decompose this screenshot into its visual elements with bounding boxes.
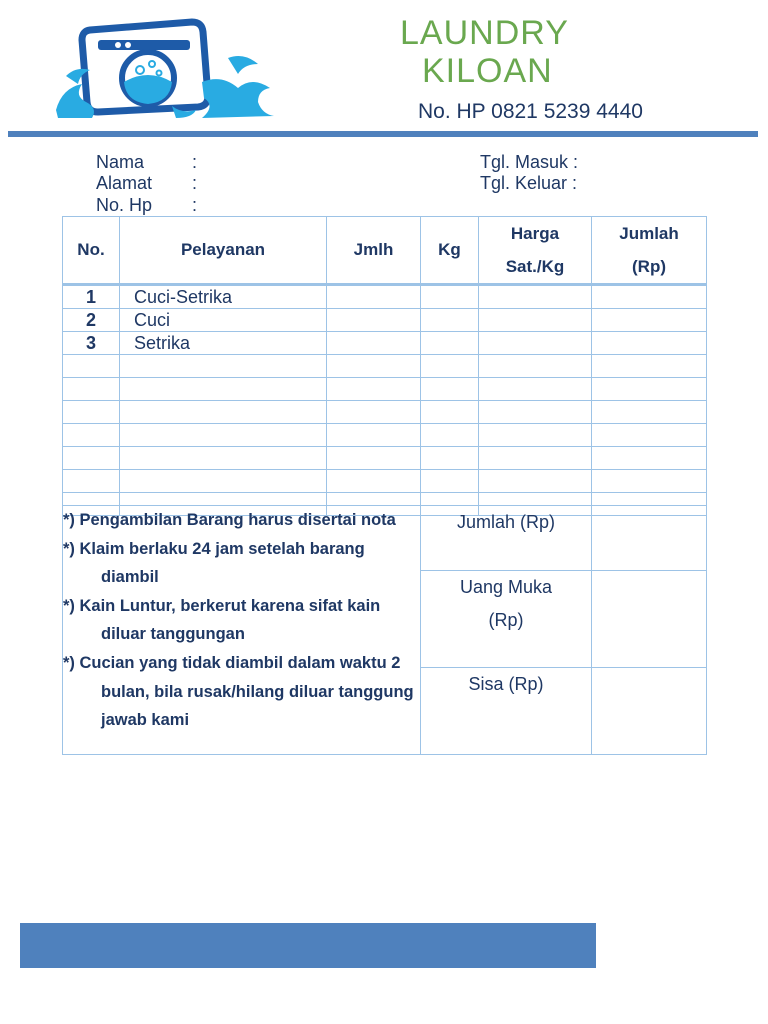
empty-cell — [63, 401, 120, 424]
header-total — [592, 217, 707, 285]
table-header-row — [63, 217, 707, 285]
washing-machine-logo-icon — [52, 18, 278, 120]
empty-cell[interactable] — [120, 355, 327, 378]
business-title-line2: KILOAN — [422, 52, 553, 90]
table-row — [63, 332, 707, 355]
table-row — [63, 285, 707, 309]
header-no: No. — [63, 217, 120, 285]
header-kg: Kg — [421, 217, 479, 285]
deposit-label-line1: Uang Muka — [459, 577, 553, 597]
row-kg-cell[interactable] — [421, 309, 479, 332]
summary-row-total — [63, 506, 707, 571]
empty-cell[interactable] — [592, 401, 707, 424]
header-divider-bar — [8, 131, 758, 137]
empty-cell[interactable] — [421, 355, 479, 378]
note-item: *) Kain Luntur, berkerut karena sifat kain diluar tanggungan — [63, 596, 381, 644]
empty-cell — [63, 424, 120, 447]
header-price-line1: Harga — [510, 224, 560, 243]
date-out-label: Tgl. Keluar : — [480, 173, 578, 193]
table-row-empty — [63, 447, 707, 470]
empty-cell — [63, 355, 120, 378]
service-table — [62, 216, 707, 516]
empty-cell[interactable] — [592, 378, 707, 401]
header-price-line2: Sat./Kg — [505, 257, 565, 276]
deposit-value-cell[interactable] — [592, 571, 707, 668]
note-item: *) Klaim berlaku 24 jam setelah barang diambil — [63, 539, 365, 587]
deposit-label-line2: (Rp) — [488, 610, 524, 630]
empty-cell[interactable] — [592, 447, 707, 470]
name-label: Nama — [96, 152, 145, 172]
summary-table — [62, 505, 707, 755]
row-price-cell[interactable] — [479, 332, 592, 355]
empty-cell[interactable] — [421, 424, 479, 447]
empty-cell[interactable] — [592, 424, 707, 447]
balance-label: Sisa (Rp) — [421, 668, 592, 755]
business-phone: No. HP 0821 5239 4440 — [418, 100, 643, 123]
empty-cell[interactable] — [479, 470, 592, 493]
empty-cell[interactable] — [327, 447, 421, 470]
empty-cell[interactable] — [327, 355, 421, 378]
name-colon: : — [192, 152, 198, 172]
empty-cell[interactable] — [120, 401, 327, 424]
balance-value-cell[interactable] — [592, 668, 707, 755]
empty-cell[interactable] — [592, 470, 707, 493]
header-total-line2: (Rp) — [632, 257, 666, 276]
empty-cell[interactable] — [479, 355, 592, 378]
address-label: Alamat — [96, 173, 153, 193]
empty-cell — [63, 470, 120, 493]
row-total-cell[interactable] — [592, 332, 707, 355]
note-item: *) Cucian yang tidak diambil dalam waktu 2 bulan, bila rusak/hilang diluar tanggung jawab kami — [63, 653, 414, 730]
row-no: 2 — [63, 309, 120, 332]
row-price-cell[interactable] — [479, 309, 592, 332]
row-qty-cell[interactable] — [327, 309, 421, 332]
row-kg-cell[interactable] — [421, 332, 479, 355]
table-row-empty — [63, 470, 707, 493]
empty-cell[interactable] — [479, 424, 592, 447]
phone-label: No. Hp — [96, 195, 153, 215]
empty-cell[interactable] — [327, 424, 421, 447]
row-kg-cell[interactable] — [421, 285, 479, 309]
row-total-cell[interactable] — [592, 309, 707, 332]
header-total-line1: Jumlah — [619, 224, 679, 243]
row-no: 3 — [63, 332, 120, 355]
table-row-empty — [63, 378, 707, 401]
table-row — [63, 309, 707, 332]
row-total-cell[interactable] — [592, 285, 707, 309]
empty-cell[interactable] — [479, 401, 592, 424]
empty-cell[interactable] — [421, 447, 479, 470]
phone-colon: : — [192, 195, 198, 215]
empty-cell[interactable] — [120, 378, 327, 401]
empty-cell — [63, 447, 120, 470]
empty-cell[interactable] — [327, 378, 421, 401]
empty-cell[interactable] — [120, 447, 327, 470]
deposit-label — [421, 571, 592, 668]
address-colon: : — [192, 173, 198, 193]
terms-notes — [63, 506, 421, 755]
footer-bar — [20, 923, 596, 968]
row-qty-cell[interactable] — [327, 332, 421, 355]
table-row-empty — [63, 401, 707, 424]
empty-cell[interactable] — [120, 424, 327, 447]
business-title-line1: LAUNDRY — [400, 14, 569, 52]
header-price — [479, 217, 592, 285]
empty-cell[interactable] — [327, 401, 421, 424]
empty-cell — [63, 378, 120, 401]
empty-cell[interactable] — [327, 470, 421, 493]
table-row-empty — [63, 355, 707, 378]
row-price-cell[interactable] — [479, 285, 592, 309]
row-service: Setrika — [120, 332, 327, 355]
total-label: Jumlah (Rp) — [421, 506, 592, 571]
row-service: Cuci — [120, 309, 327, 332]
empty-cell[interactable] — [120, 470, 327, 493]
table-row-empty — [63, 424, 707, 447]
header-service: Pelayanan — [120, 217, 327, 285]
date-in-label: Tgl. Masuk : — [480, 152, 579, 172]
row-service: Cuci-Setrika — [120, 285, 327, 309]
empty-cell[interactable] — [421, 470, 479, 493]
empty-cell[interactable] — [592, 355, 707, 378]
empty-cell[interactable] — [421, 378, 479, 401]
note-item: *) Pengambilan Barang harus disertai nota — [63, 511, 396, 529]
row-no: 1 — [63, 285, 120, 309]
header-qty: Jmlh — [327, 217, 421, 285]
empty-cell[interactable] — [421, 401, 479, 424]
empty-cell[interactable] — [479, 447, 592, 470]
empty-cell[interactable] — [479, 378, 592, 401]
total-value-cell[interactable] — [592, 506, 707, 571]
row-qty-cell[interactable] — [327, 285, 421, 309]
